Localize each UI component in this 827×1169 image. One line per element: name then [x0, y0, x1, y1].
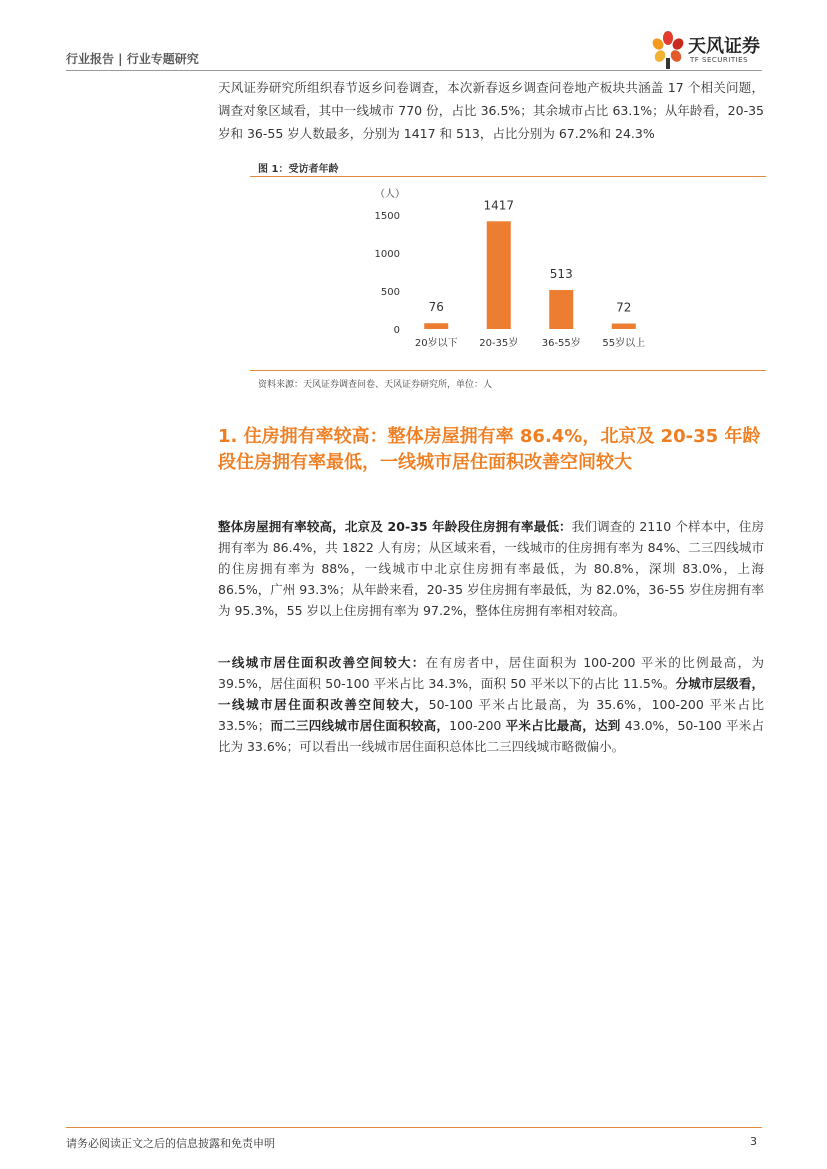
x-tick-label: 55岁以上: [602, 338, 646, 349]
y-tick-label: 1500: [374, 211, 400, 222]
data-label: 72: [616, 300, 632, 315]
paragraph-area: [218, 652, 764, 757]
figure-source: 资料来源：天风证券调查问卷、天风证券研究所，单位：人: [258, 380, 493, 390]
paragraph-bold: 平米占比最高，达到: [505, 718, 621, 733]
company-logo: [650, 30, 768, 70]
figure-title: 图 1：受访者年龄: [258, 164, 339, 175]
section-heading: 1. 住房拥有率较高：整体房屋拥有率 86.4%，北京及 20-35 年龄段住房拥有率最低，一线城市居住面积改善空间较大: [218, 426, 761, 473]
x-tick-label: 20-35岁: [479, 338, 519, 349]
header-divider: [66, 70, 762, 71]
bar-36-55岁: [549, 290, 573, 329]
paragraph-ownership: [218, 516, 764, 621]
flower-logo-icon: [650, 30, 686, 70]
age-bar-chart: [360, 184, 660, 354]
data-label: 513: [549, 267, 573, 282]
x-tick-label: 36-55岁: [541, 338, 581, 349]
paragraph-bold: 分城市层级看，一线城市居住面积改善空间较大，: [218, 676, 764, 712]
figure-top-rule: [250, 176, 766, 177]
y-axis-label: （人）: [375, 189, 405, 200]
paragraph-body: 我们调查的 2110 个样本中，住房拥有率为 86.4%，共 1822 人有房；从区域来看，一线城市的住房拥有率为 84%、二三四线城市的住房拥有率为 88%，一线城市中北京住房拥有率最低，为 80.8%，深圳 83.0%，上海 86.5%，广州 93.3%；从年龄来看，20-35 岁住房拥有率最低，为 82.0%，36-55 岁住房拥有率为 95.3%，55 岁以上住房拥有率为 97.2%，整体住房拥有率相对较高。: [218, 519, 764, 618]
data-label: 1417: [483, 198, 515, 213]
report-breadcrumb: 行业报告 | 行业专题研究: [66, 52, 199, 66]
x-tick-label: 20岁以下: [414, 338, 458, 349]
data-label: 76: [428, 300, 444, 315]
y-tick-label: 1000: [374, 249, 400, 260]
y-tick-label: 500: [380, 287, 400, 298]
paragraph-text: 100-200: [449, 718, 506, 733]
intro-paragraph: 天风证券研究所组织春节返乡问卷调查，本次新春返乡调查问卷地产板块共涵盖 17 个相关问题，调查对象区域看，其中一线城市 770 份，占比 36.5%；其余城市占比 63.1%；从年龄看，20-35 岁和 36-55 岁人数最多，分别为 1417 和 513，占比分别为 67.2%和 24.3%: [218, 80, 764, 141]
footer-divider: [66, 1127, 762, 1128]
bar-20-35岁: [487, 221, 511, 329]
logo-subtitle: TF SECURITIES: [690, 56, 749, 64]
paragraph-text: 43.0%，50-100 平米占比为 33.6%；可以看出一线城市居住面积总体比二三四线城市略微偏小。: [218, 718, 764, 754]
paragraph-text: 在有房者中，居住面积为 100-200 平米的比例最高，为 39.5%，居住面积 50-100 平米占比 34.3%，面积 50 平米以下的占比 11.5%。: [218, 655, 764, 691]
paragraph-text: 50-100 平米占比最高，为 35.6%，100-200 平米占比 33.5%；: [218, 697, 764, 733]
page-number: 3: [750, 1135, 757, 1148]
bar-20岁以下: [424, 323, 448, 329]
y-tick-label: 0: [393, 325, 400, 336]
figure-bottom-rule: [250, 370, 766, 371]
paragraph-lead: 整体房屋拥有率较高，北京及 20-35 年龄段住房拥有率最低：: [218, 519, 572, 534]
footer-disclaimer: 请务必阅读正文之后的信息披露和免责申明: [66, 1137, 275, 1150]
paragraph-lead: 一线城市居住面积改善空间较大：: [218, 655, 426, 670]
logo-title: 天风证券: [688, 36, 760, 57]
bar-55岁以上: [612, 324, 636, 329]
paragraph-bold: 而二三四线城市居住面积较高，: [270, 718, 450, 733]
